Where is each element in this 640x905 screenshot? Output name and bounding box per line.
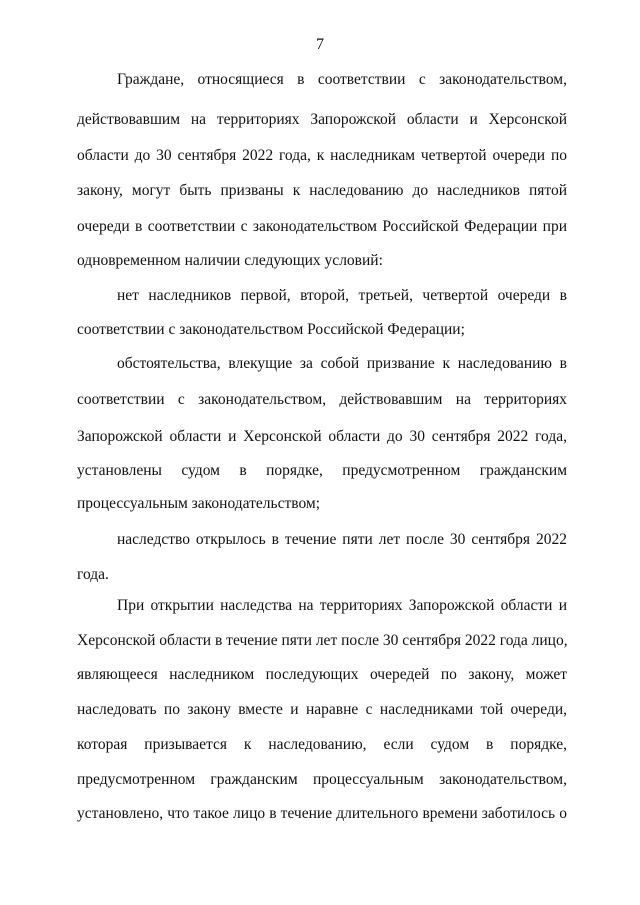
paragraph-1-line-2: действовавшим на территориях Запорожской области и Херсонской	[77, 111, 567, 128]
paragraph-3-line-3: Запорожской области и Херсонской области до 30 сентября 2022 года,	[77, 428, 567, 445]
paragraph-5-line-3: являющееся наследником последующих очередей по закону, может	[77, 666, 567, 683]
paragraph-3-line-1: обстоятельства, влекущие за собой призвание к наследованию в	[117, 355, 567, 372]
paragraph-2-line-1: нет наследников первой, второй, третьей, четвертой очереди в	[117, 287, 567, 304]
paragraph-5-line-7: установлено, что такое лицо в течение длительного времени заботилось о	[77, 805, 567, 822]
paragraph-1-line-4: закону, могут быть призваны к наследованию до наследников пятой	[77, 182, 567, 199]
paragraph-3-line-4: установлены судом в порядке, предусмотренном гражданским	[77, 462, 567, 479]
paragraph-2-line-2: соответствии с законодательством Российской Федерации;	[77, 321, 465, 338]
paragraph-1-line-6: одновременном наличии следующих условий:	[77, 252, 383, 269]
paragraph-3-line-5: процессуальным законодательством;	[77, 495, 321, 512]
paragraph-4-line-1: наследство открылось в течение пяти лет после 30 сентября 2022	[117, 531, 567, 548]
paragraph-5-line-5: которая призывается к наследованию, если судом в порядке,	[77, 736, 567, 753]
paragraph-5-line-1: При открытии наследства на территориях Запорожской области и	[117, 597, 567, 614]
paragraph-1-line-5: очереди в соответствии с законодательством Российской Федерации при	[77, 218, 567, 235]
paragraph-5-line-2: Херсонской области в течение пяти лет после 30 сентября 2022 года лицо,	[77, 632, 568, 649]
paragraph-1-line-1: Граждане, относящиеся в соответствии с законодательством,	[117, 71, 567, 88]
paragraph-4-line-2: года.	[77, 566, 109, 583]
paragraph-3-line-2: соответствии с законодательством, действовавшим на территориях	[77, 391, 567, 408]
paragraph-1-line-3: области до 30 сентября 2022 года, к наследникам четвертой очереди по	[77, 147, 567, 164]
paragraph-5-line-6: предусмотренном гражданским процессуальным законодательством,	[77, 771, 567, 788]
paragraph-5-line-4: наследовать по закону вместе и наравне с наследниками той очереди,	[77, 701, 567, 718]
page-number: 7	[316, 36, 324, 53]
